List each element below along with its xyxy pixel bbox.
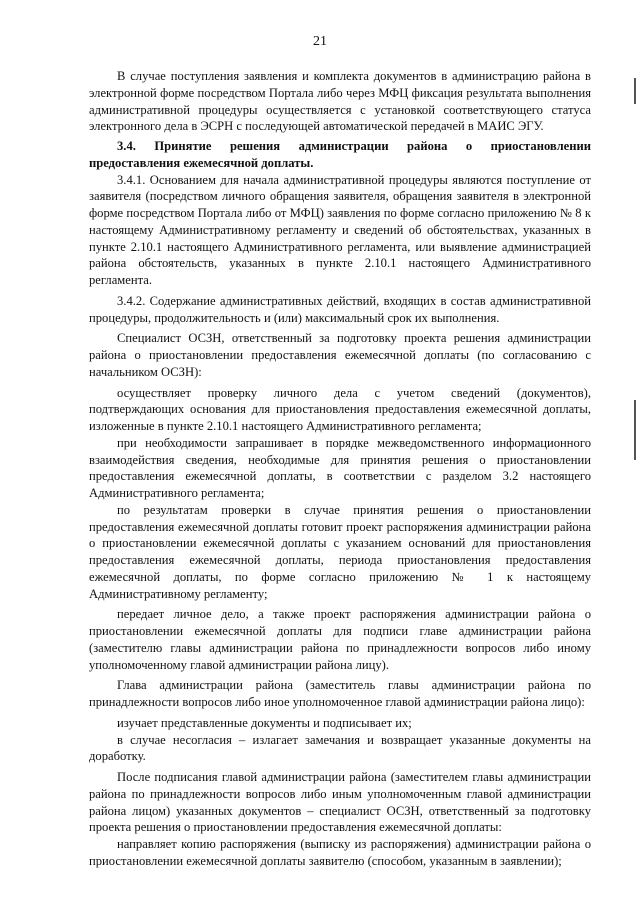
paragraph: в случае несогласия – излагает замечания и возвращает указанные документы на доработку. xyxy=(89,732,591,764)
paragraph: Специалист ОСЗН, ответственный за подготовку проекта решения администрации района о приостановлении предоставления ежемесячной доплаты (по согласованию с начальником ОСЗН): xyxy=(89,331,591,379)
paragraph: по результатам проверки в случае принятия решения о приостановлении предоставления ежемесячной доплаты готовит проект распоряжения администрации района о приостановлении ежемесячной доплаты с указанием оснований для приостановления предоставления ежемесячной доплаты, периода приостановления предоставления ежемесячной доплаты, по форме согласно приложению № 1 к настоящему Административному регламенту; xyxy=(89,502,591,601)
scan-edge-mark xyxy=(634,400,636,460)
paragraph: В случае поступления заявления и комплекта документов в администрацию района в электронной форме посредством Портала либо через МФЦ фиксация результата выполнения административной процедуры осуществляется с установкой соответствующего статуса электронного дела в ЭСРН с последующей автоматической передачей в МАИС ЭГУ. xyxy=(89,69,591,134)
scan-edge-mark xyxy=(634,78,636,104)
paragraph: После подписания главой администрации района (заместителем главы администрации района по принадлежности вопросов либо иным уполномоченным главой администрации района лицом) указанных документов – специалист ОСЗН, ответственный за подготовку проекта решения о приостановлении предоставления ежемесячной доплаты: xyxy=(89,770,591,835)
paragraph: направляет копию распоряжения (выписку из распоряжения) администрации района о приостановлении ежемесячной доплаты заявителю (способом, указанным в заявлении); xyxy=(89,837,591,868)
paragraph: 3.4.1. Основанием для начала административной процедуры являются поступление от заявителя (посредством личного обращения заявителя, обращения заявителя в электронной форме посредством Портала либо от МФЦ) заявления по форме согласно приложению № 8 к настоящему Административному регламенту и сведений об обстоятельствах, указанных в пункте 2.10.1 настоящего Административного регламента, или выявление администрацией района обстоятельств, указанных в пункте 2.10.1 настоящего Административного регламента. xyxy=(89,172,591,287)
paragraph: изучает представленные документы и подписывает их; xyxy=(117,715,412,730)
paragraph: осуществляет проверку личного дела с учетом сведений (документов), подтверждающих основания для приостановления предоставления ежемесячной доплаты, изложенные в пункте 2.10.1 настоящего Административного регламента; xyxy=(89,385,591,433)
paragraph: передает личное дело, а также проект распоряжения администрации района о приостановлении ежемесячной доплаты для подписи главе администрации района (заместителю главы администрации района по принадлежности вопросов либо иному уполномоченному главой администрации района лицу). xyxy=(89,607,591,672)
page-number: 21 xyxy=(313,34,327,49)
section-heading: 3.4. Принятие решения администрации района о приостановлении предоставления ежемесячной доплаты. xyxy=(89,139,591,170)
paragraph: Глава администрации района (заместитель главы администрации района по принадлежности вопросов либо иное уполномоченное главой администрации района лицо): xyxy=(89,678,591,709)
document-body xyxy=(89,68,591,870)
paragraph: при необходимости запрашивает в порядке межведомственного информационного взаимодействия сведения, необходимые для принятия решения о приостановлении предоставления ежемесячной доплаты, в соответствии с разделом 3.2 настоящего Административного регламента; xyxy=(89,435,591,500)
paragraph: 3.4.2. Содержание административных действий, входящих в состав административной процедуры, продолжительность и (или) максимальный срок их выполнения. xyxy=(89,293,591,325)
